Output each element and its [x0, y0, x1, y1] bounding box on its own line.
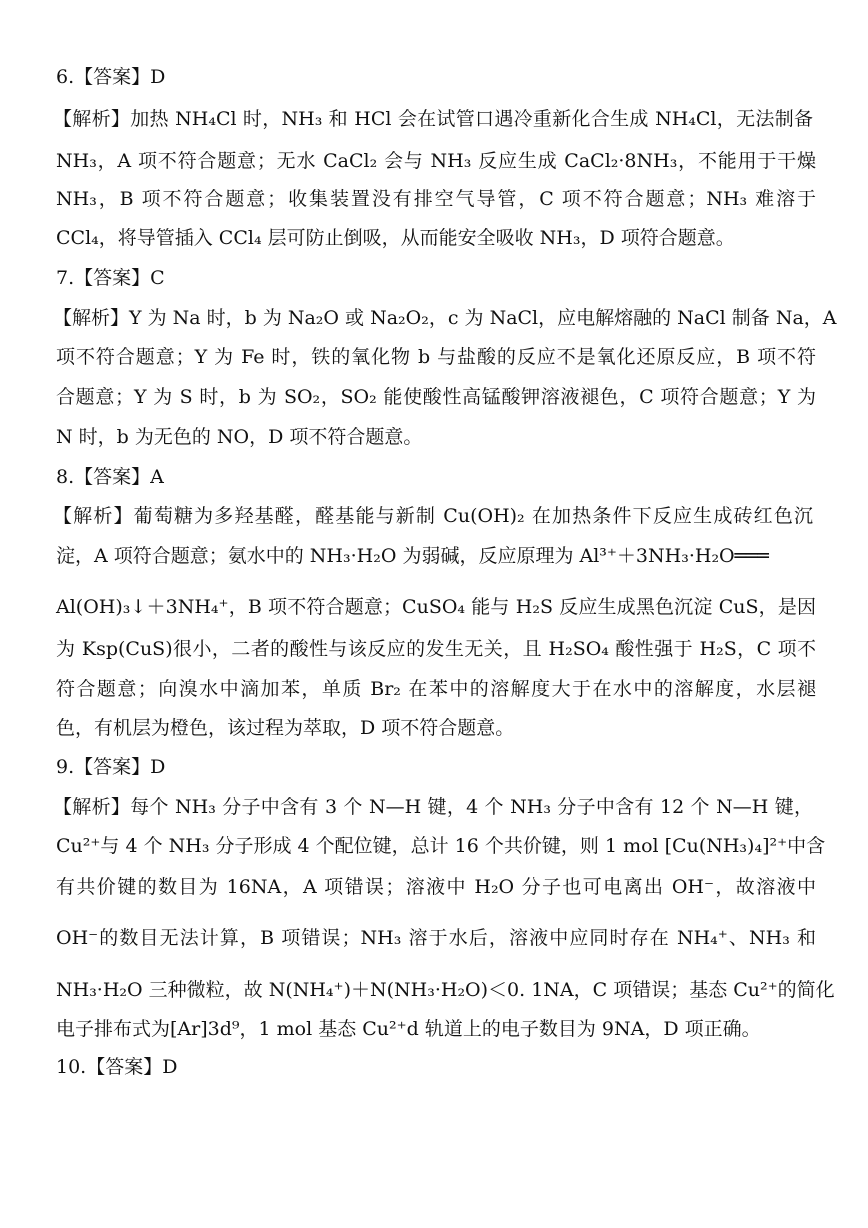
q6-analysis-line-4: CCl₄，将导管插入 CCl₄ 层可防止倒吸，从而能安全吸收 NH₃，D 项符合题意。: [56, 227, 735, 249]
q9-analysis-line-6: 电子排布式为[Ar]3d⁹，1 mol 基态 Cu²⁺d 轨道上的电子数目为 9NA，D 项正确。: [56, 1018, 761, 1040]
q7-answer-title: 7.【答案】C: [56, 267, 165, 289]
q7-analysis-line-2: 项不符合题意；Y 为 Fe 时，铁的氧化物 b 与盐酸的反应不是氧化还原反应，B 项不符: [56, 346, 816, 368]
q6-analysis-line-2: NH₃，A 项不符合题意；无水 CaCl₂ 会与 NH₃ 反应生成 CaCl₂·8NH₃，不能用于干燥: [56, 150, 816, 172]
q8-analysis-line-2: 淀，A 项符合题意；氨水中的 NH₃·H₂O 为弱碱，反应原理为 Al³⁺＋3NH₃·H₂O═══: [56, 545, 769, 567]
q6-analysis-line-1: 【解析】加热 NH₄Cl 时，NH₃ 和 HCl 会在试管口遇冷重新化合生成 NH₄Cl，无法制备: [53, 108, 813, 130]
q8-analysis-line-3: Al(OH)₃↓＋3NH₄⁺，B 项不符合题意；CuSO₄ 能与 H₂S 反应生成黑色沉淀 CuS，是因: [56, 596, 816, 618]
q7-analysis-line-1: 【解析】Y 为 Na 时，b 为 Na₂O 或 Na₂O₂，c 为 NaCl，应电解熔融的 NaCl 制备 Na，A: [53, 307, 837, 329]
q10-answer-title: 10.【答案】D: [56, 1056, 178, 1078]
q8-analysis-line-1: 【解析】葡萄糖为多羟基醛，醛基能与新制 Cu(OH)₂ 在加热条件下反应生成砖红色沉: [53, 505, 813, 527]
q6-answer-title: 6.【答案】D: [56, 66, 166, 88]
q9-analysis-line-5: NH₃·H₂O 三种微粒，故 N(NH₄⁺)＋N(NH₃·H₂O)＜0. 1NA，C 项错误；基态 Cu²⁺的简化: [56, 979, 835, 1001]
q9-analysis-line-4: OH⁻的数目无法计算，B 项错误；NH₃ 溶于水后，溶液中应同时存在 NH₄⁺、NH₃ 和: [56, 927, 816, 949]
q9-analysis-line-2: Cu²⁺与 4 个 NH₃ 分子形成 4 个配位键，总计 16 个共价键，则 1 mol [Cu(NH₃)₄]²⁺中含: [56, 835, 826, 857]
q7-analysis-line-3: 合题意；Y 为 S 时，b 为 SO₂，SO₂ 能使酸性高锰酸钾溶液褪色，C 项符合题意；Y 为: [56, 386, 816, 408]
q8-analysis-line-4: 为 Ksp(CuS)很小，二者的酸性与该反应的发生无关，且 H₂SO₄ 酸性强于 H₂S，C 项不: [56, 638, 816, 660]
q8-analysis-line-6: 色，有机层为橙色，该过程为萃取，D 项不符合题意。: [56, 717, 515, 739]
q7-analysis-line-4: N 时，b 为无色的 NO，D 项不符合题意。: [56, 426, 423, 448]
q8-analysis-line-5: 符合题意；向溴水中滴加苯，单质 Br₂ 在苯中的溶解度大于在水中的溶解度，水层褪: [56, 678, 816, 700]
q9-analysis-line-3: 有共价键的数目为 16NA，A 项错误；溶液中 H₂O 分子也可电离出 OH⁻，故溶液中: [56, 876, 816, 898]
q9-answer-title: 9.【答案】D: [56, 756, 166, 778]
q8-answer-title: 8.【答案】A: [56, 466, 164, 488]
q6-analysis-line-3: NH₃，B 项不符合题意；收集装置没有排空气导管，C 项不符合题意；NH₃ 难溶于: [56, 188, 816, 210]
q9-analysis-line-1: 【解析】每个 NH₃ 分子中含有 3 个 N—H 键，4 个 NH₃ 分子中含有 12 个 N—H 键，: [53, 796, 813, 818]
